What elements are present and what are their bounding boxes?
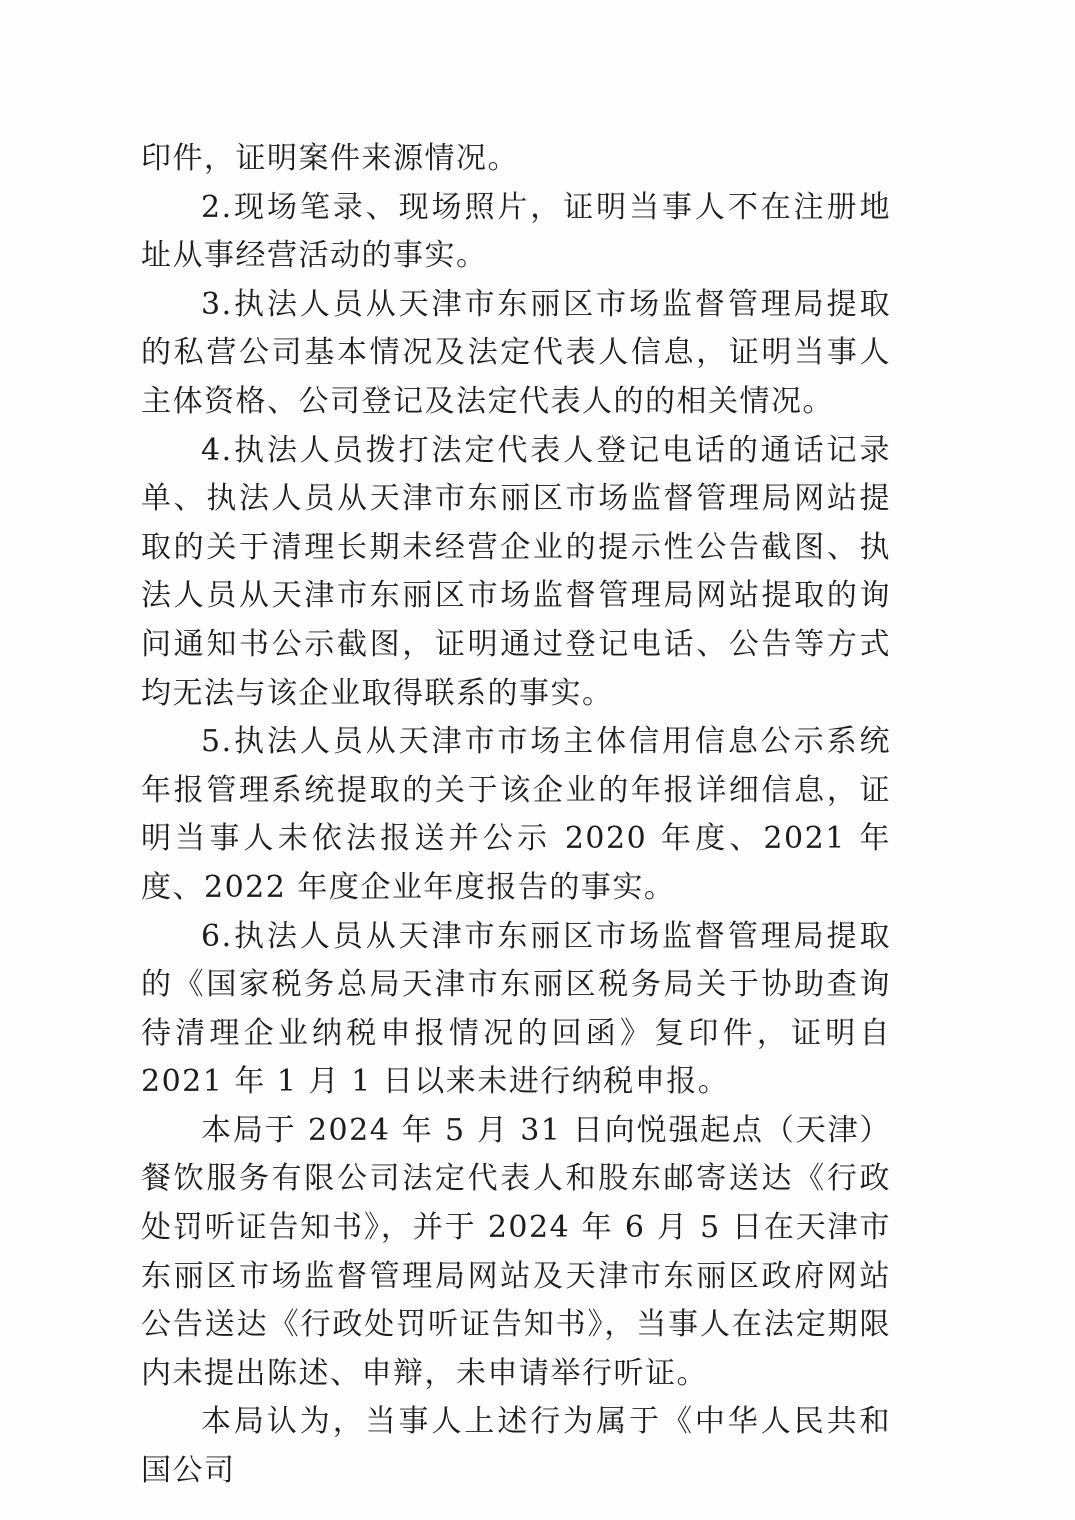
paragraph-7: 本局于 2024 年 5 月 31 日向悦强起点（天津）餐饮服务有限公司法定代表人和股东邮寄送达《行政处罚听证告知书》，并于 2024 年 6 月 5 日在天津市东丽区市场监督管理局网站及天津市东丽区政府网站公告送达《行政处罚听证告知书》，当事人在法定期限内未提出陈述、申辩，未申请举行听证。 xyxy=(141,1112,891,1391)
document-body xyxy=(141,135,891,1496)
paragraph-4: 4.执法人员拨打法定代表人登记电话的通话记录单、执法人员从天津市东丽区市场监督管理局网站提取的关于清理长期未经营企业的提示性公告截图、执法人员从天津市东丽区市场监督管理局网站提取的询问通知书公示截图，证明通过登记电话、公告等方式均无法与该企业取得联系的事实。 xyxy=(141,432,891,711)
paragraph-1: 印件，证明案件来源情况。 xyxy=(141,141,519,176)
paragraph-2: 2.现场笔录、现场照片，证明当事人不在注册地址从事经营活动的事实。 xyxy=(141,189,891,274)
paragraph-3: 3.执法人员从天津市东丽区市场监督管理局提取的私营公司基本情况及法定代表人信息，证明当事人主体资格、公司登记及法定代表人的的相关情况。 xyxy=(141,286,891,419)
paragraph-8: 本局认为，当事人上述行为属于《中华人民共和国公司 xyxy=(141,1404,891,1489)
paragraph-6: 6.执法人员从天津市东丽区市场监督管理局提取的《国家税务总局天津市东丽区税务局关于协助查询待清理企业纳税申报情况的回函》复印件，证明自 2021 年 1 月 1 日以来未进行纳税申报。 xyxy=(141,918,891,1100)
paragraph-5: 5.执法人员从天津市市场主体信用信息公示系统年报管理系统提取的关于该企业的年报详细信息，证明当事人未依法报送并公示 2020 年度、2021 年度、2022 年度企业年度报告的事实。 xyxy=(141,724,891,905)
